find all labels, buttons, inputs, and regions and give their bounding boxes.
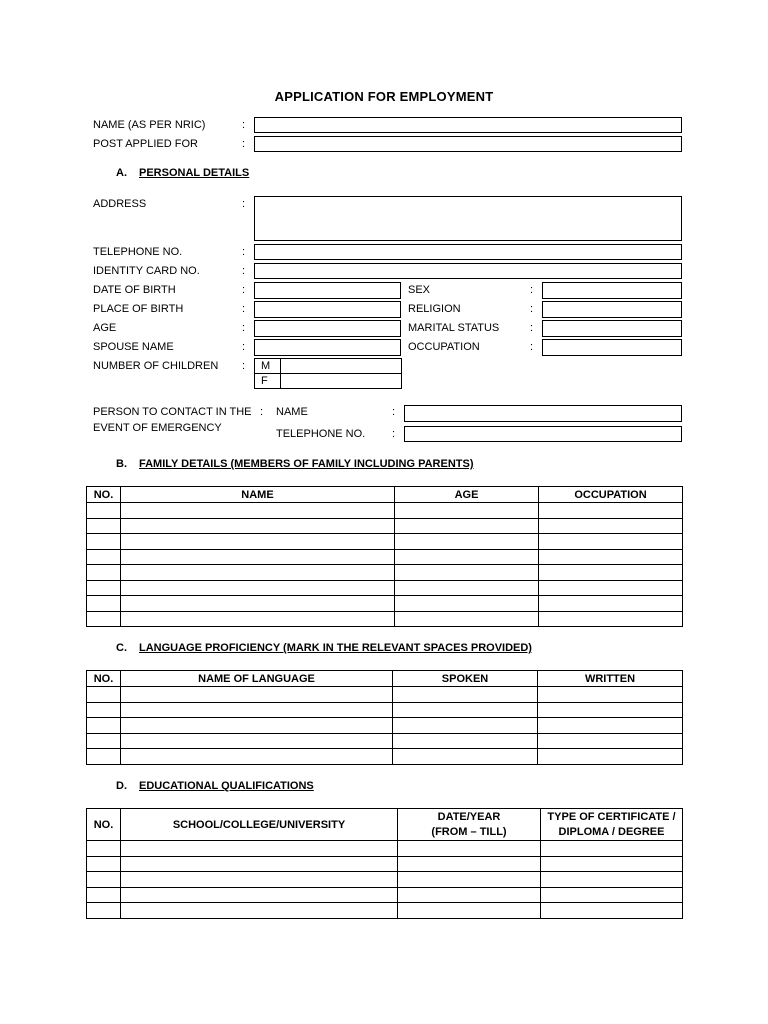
table-row bbox=[87, 872, 683, 888]
table-cell[interactable] bbox=[87, 718, 121, 734]
religion-label: RELIGION bbox=[408, 303, 461, 315]
col-certificate-line2: DIPLOMA / DEGREE bbox=[558, 825, 665, 838]
table-cell[interactable] bbox=[395, 565, 539, 581]
marital-field[interactable] bbox=[542, 320, 682, 337]
table-cell[interactable] bbox=[121, 887, 398, 903]
colon: : bbox=[530, 341, 534, 353]
contact-tel-label: TELEPHONE NO. bbox=[276, 428, 366, 440]
table-row bbox=[87, 565, 683, 581]
table-cell[interactable] bbox=[121, 580, 395, 596]
table-row bbox=[87, 718, 683, 734]
table-cell[interactable] bbox=[87, 856, 121, 872]
table-cell[interactable] bbox=[395, 580, 539, 596]
col-name: NAME bbox=[121, 487, 395, 503]
table-cell[interactable] bbox=[87, 903, 121, 919]
dob-label: DATE OF BIRTH bbox=[93, 284, 176, 296]
children-m-field[interactable] bbox=[281, 359, 402, 374]
colon: : bbox=[392, 406, 396, 418]
colon: : bbox=[242, 138, 246, 150]
marital-label: MARITAL STATUS bbox=[408, 322, 500, 334]
colon: : bbox=[530, 284, 534, 296]
col-date bbox=[398, 809, 541, 841]
table-row bbox=[87, 534, 683, 550]
contact-label-line1: PERSON TO CONTACT IN THE bbox=[93, 406, 252, 418]
colon: : bbox=[242, 265, 246, 277]
table-cell[interactable] bbox=[121, 749, 393, 765]
table-row bbox=[87, 749, 683, 765]
col-age: AGE bbox=[395, 487, 539, 503]
col-language: NAME OF LANGUAGE bbox=[121, 671, 393, 687]
table-cell[interactable] bbox=[121, 872, 398, 888]
section-a-heading: PERSONAL DETAILS bbox=[139, 167, 250, 179]
col-occupation: OCCUPATION bbox=[539, 487, 683, 503]
table-cell[interactable] bbox=[121, 611, 395, 627]
table-cell[interactable] bbox=[121, 856, 398, 872]
table-cell[interactable] bbox=[87, 872, 121, 888]
colon: : bbox=[530, 303, 534, 315]
spouse-field[interactable] bbox=[254, 339, 401, 356]
table-row bbox=[87, 856, 683, 872]
table-cell[interactable] bbox=[87, 841, 121, 857]
occupation-field[interactable] bbox=[542, 339, 682, 356]
religion-field[interactable] bbox=[542, 301, 682, 318]
name-field[interactable] bbox=[254, 117, 682, 133]
colon: : bbox=[242, 341, 246, 353]
sex-label: SEX bbox=[408, 284, 431, 296]
col-date-line1: DATE/YEAR bbox=[437, 810, 501, 823]
table-cell[interactable] bbox=[398, 887, 541, 903]
table-cell[interactable] bbox=[121, 841, 398, 857]
table-cell[interactable] bbox=[87, 702, 121, 718]
table-row bbox=[87, 841, 683, 857]
age-field[interactable] bbox=[254, 320, 401, 337]
section-d-heading: EDUCATIONAL QUALIFICATIONS bbox=[139, 780, 314, 792]
table-cell[interactable] bbox=[395, 534, 539, 550]
age-label: AGE bbox=[93, 322, 117, 334]
contact-label-line2: EVENT OF EMERGENCY bbox=[93, 422, 222, 434]
table-cell[interactable] bbox=[87, 687, 121, 703]
occupation-label: OCCUPATION bbox=[408, 341, 480, 353]
name-label: NAME (AS PER NRIC) bbox=[93, 119, 206, 131]
col-no: NO. bbox=[87, 809, 121, 841]
table-cell[interactable] bbox=[121, 687, 393, 703]
table-cell[interactable] bbox=[121, 518, 395, 534]
table-cell[interactable] bbox=[539, 580, 683, 596]
table-cell[interactable] bbox=[87, 733, 121, 749]
table-cell[interactable] bbox=[539, 596, 683, 612]
telephone-field[interactable] bbox=[254, 244, 682, 260]
table-cell[interactable] bbox=[121, 596, 395, 612]
section-b-letter: B. bbox=[116, 458, 127, 470]
table-cell[interactable] bbox=[121, 733, 393, 749]
table-cell[interactable] bbox=[87, 534, 121, 550]
table-cell[interactable] bbox=[541, 887, 683, 903]
telephone-label: TELEPHONE NO. bbox=[93, 246, 183, 258]
table-cell[interactable] bbox=[395, 503, 539, 519]
col-certificate bbox=[541, 809, 683, 841]
table-cell[interactable] bbox=[541, 856, 683, 872]
table-cell[interactable] bbox=[541, 903, 683, 919]
contact-name-field[interactable] bbox=[404, 405, 682, 422]
table-cell[interactable] bbox=[87, 518, 121, 534]
colon: : bbox=[260, 406, 264, 418]
table-row bbox=[87, 687, 683, 703]
table-cell[interactable] bbox=[87, 596, 121, 612]
table-cell[interactable] bbox=[539, 565, 683, 581]
colon: : bbox=[242, 360, 246, 372]
colon: : bbox=[242, 246, 246, 258]
table-row bbox=[87, 549, 683, 565]
table-cell[interactable] bbox=[87, 749, 121, 765]
table-cell[interactable] bbox=[395, 518, 539, 534]
table-cell[interactable] bbox=[121, 702, 393, 718]
table-cell[interactable] bbox=[539, 503, 683, 519]
col-certificate-line1: TYPE OF CERTIFICATE / bbox=[547, 810, 676, 823]
table-cell[interactable] bbox=[539, 518, 683, 534]
table-row bbox=[87, 887, 683, 903]
contact-name-label: NAME bbox=[276, 406, 308, 418]
table-cell[interactable] bbox=[398, 856, 541, 872]
colon: : bbox=[242, 284, 246, 296]
col-no: NO. bbox=[87, 487, 121, 503]
table-cell[interactable] bbox=[393, 687, 538, 703]
table-cell[interactable] bbox=[87, 549, 121, 565]
table-cell[interactable] bbox=[539, 549, 683, 565]
table-cell[interactable] bbox=[393, 718, 538, 734]
section-a-letter: A. bbox=[116, 167, 127, 179]
table-row bbox=[87, 611, 683, 627]
table-cell[interactable] bbox=[538, 718, 683, 734]
table-cell[interactable] bbox=[539, 611, 683, 627]
table-cell[interactable] bbox=[121, 903, 398, 919]
table-cell[interactable] bbox=[121, 565, 395, 581]
table-cell[interactable] bbox=[398, 841, 541, 857]
table-cell[interactable] bbox=[121, 549, 395, 565]
col-spoken: SPOKEN bbox=[393, 671, 538, 687]
sex-field[interactable] bbox=[542, 282, 682, 299]
section-d-letter: D. bbox=[116, 780, 127, 792]
children-f-label: F bbox=[255, 374, 281, 389]
table-cell[interactable] bbox=[538, 749, 683, 765]
table-cell[interactable] bbox=[87, 565, 121, 581]
colon: : bbox=[242, 322, 246, 334]
col-written: WRITTEN bbox=[538, 671, 683, 687]
page-title: APPLICATION FOR EMPLOYMENT bbox=[274, 89, 494, 104]
table-cell[interactable] bbox=[538, 702, 683, 718]
spouse-label: SPOUSE NAME bbox=[93, 341, 174, 353]
children-m-label: M bbox=[255, 359, 281, 374]
table-cell[interactable] bbox=[398, 903, 541, 919]
table-cell[interactable] bbox=[539, 534, 683, 550]
table-cell[interactable] bbox=[393, 702, 538, 718]
table-cell[interactable] bbox=[393, 733, 538, 749]
table-row bbox=[87, 702, 683, 718]
contact-tel-field[interactable] bbox=[404, 426, 682, 442]
table-cell[interactable] bbox=[87, 887, 121, 903]
table-cell[interactable] bbox=[538, 733, 683, 749]
children-table bbox=[254, 358, 402, 389]
family-table bbox=[86, 486, 683, 627]
table-cell[interactable] bbox=[395, 596, 539, 612]
table-cell[interactable] bbox=[87, 580, 121, 596]
table-cell[interactable] bbox=[541, 841, 683, 857]
address-field[interactable] bbox=[254, 196, 682, 241]
education-table bbox=[86, 808, 683, 919]
colon: : bbox=[530, 322, 534, 334]
col-date-line2: (FROM – TILL) bbox=[431, 825, 507, 838]
children-label: NUMBER OF CHILDREN bbox=[93, 360, 219, 372]
table-cell[interactable] bbox=[87, 611, 121, 627]
table-row bbox=[87, 580, 683, 596]
table-cell[interactable] bbox=[541, 872, 683, 888]
table-cell[interactable] bbox=[395, 549, 539, 565]
table-cell[interactable] bbox=[121, 503, 395, 519]
colon: : bbox=[242, 119, 246, 131]
section-c-heading: LANGUAGE PROFICIENCY (MARK IN THE RELEVANT SPACES PROVIDED) bbox=[139, 642, 532, 654]
section-c-letter: C. bbox=[116, 642, 127, 654]
children-f-field[interactable] bbox=[281, 374, 402, 389]
language-table bbox=[86, 670, 683, 765]
post-field[interactable] bbox=[254, 136, 682, 152]
table-cell[interactable] bbox=[87, 503, 121, 519]
table-row bbox=[87, 903, 683, 919]
address-label: ADDRESS bbox=[93, 198, 147, 210]
table-row bbox=[87, 596, 683, 612]
pob-field[interactable] bbox=[254, 301, 401, 318]
pob-label: PLACE OF BIRTH bbox=[93, 303, 184, 315]
table-cell[interactable] bbox=[395, 611, 539, 627]
table-cell[interactable] bbox=[121, 534, 395, 550]
table-cell[interactable] bbox=[121, 718, 393, 734]
table-row bbox=[87, 503, 683, 519]
dob-field[interactable] bbox=[254, 282, 401, 299]
table-cell[interactable] bbox=[393, 749, 538, 765]
colon: : bbox=[392, 428, 396, 440]
table-cell[interactable] bbox=[538, 687, 683, 703]
post-label: POST APPLIED FOR bbox=[93, 138, 198, 150]
identity-label: IDENTITY CARD NO. bbox=[93, 265, 200, 277]
section-b-heading: FAMILY DETAILS (MEMBERS OF FAMILY INCLUDING PARENTS) bbox=[139, 458, 474, 470]
colon: : bbox=[242, 303, 246, 315]
table-row bbox=[87, 518, 683, 534]
table-cell[interactable] bbox=[398, 872, 541, 888]
identity-field[interactable] bbox=[254, 263, 682, 279]
col-school: SCHOOL/COLLEGE/UNIVERSITY bbox=[121, 809, 398, 841]
table-row bbox=[87, 733, 683, 749]
colon: : bbox=[242, 198, 246, 210]
col-no: NO. bbox=[87, 671, 121, 687]
